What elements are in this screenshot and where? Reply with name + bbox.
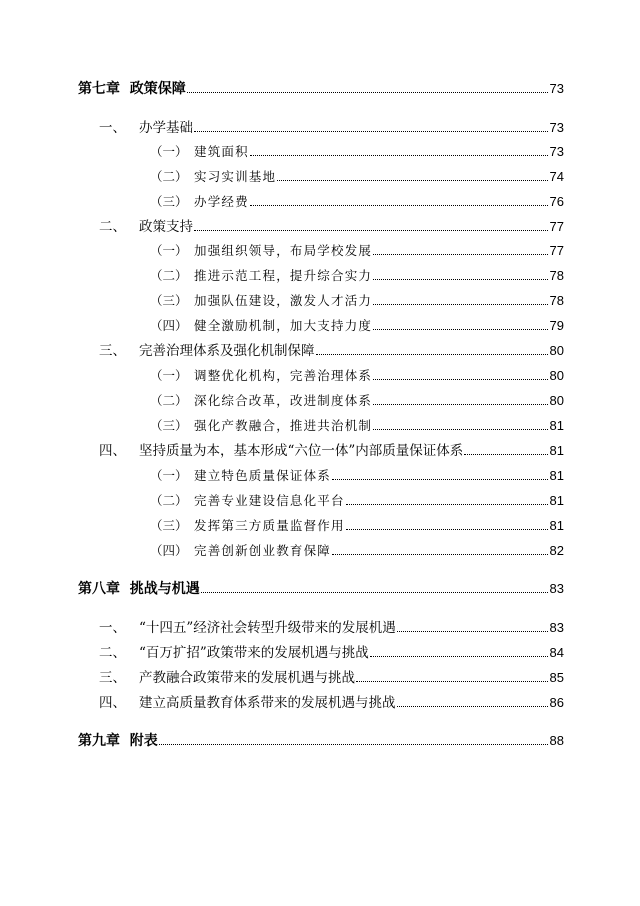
toc-subsection[interactable] [150, 143, 564, 161]
toc-num: 第七章 [78, 81, 120, 97]
toc-title: 挑战与机遇 [129, 581, 200, 597]
toc-num: （二） [150, 268, 188, 283]
toc-title: 坚持质量为本，基本形成“六位一体”内部质量保证体系 [139, 443, 464, 459]
toc-page-number: 80 [549, 393, 564, 408]
toc-num: 三、 [99, 670, 126, 686]
dot-leader [373, 429, 547, 430]
toc-page-number: 83 [549, 581, 564, 596]
toc-section[interactable] [99, 119, 564, 137]
toc-subsection[interactable] [150, 292, 564, 310]
toc-page-number: 82 [549, 543, 564, 558]
dot-leader [201, 592, 548, 593]
toc-page-number: 78 [549, 268, 564, 283]
toc-page-number: 73 [549, 81, 564, 96]
toc-title: 健全激励机制，加大支持力度 [194, 318, 373, 333]
toc-page-number: 74 [549, 169, 564, 184]
toc-num: 二、 [99, 645, 126, 661]
toc-title: 调整优化机构，完善治理体系 [194, 368, 373, 383]
toc-num: 第九章 [78, 733, 120, 749]
toc-title: 建筑面积 [194, 144, 249, 159]
toc-page-number: 73 [549, 120, 564, 135]
toc-title: 加强队伍建设，激发人才活力 [194, 293, 373, 308]
toc-title: 办学经费 [194, 194, 249, 209]
toc-subsection[interactable] [150, 193, 564, 211]
dot-leader [346, 529, 548, 530]
toc-subsection[interactable] [150, 267, 564, 285]
dot-leader [316, 354, 548, 355]
toc-subsection[interactable] [150, 517, 564, 535]
toc-title: “百万扩招”政策带来的发展机遇与挑战 [139, 645, 369, 661]
toc-page-number: 78 [549, 293, 564, 308]
toc-subsection[interactable] [150, 317, 564, 335]
toc-page-number: 83 [549, 620, 564, 635]
toc-title: 政策支持 [139, 219, 193, 235]
toc-num: 四、 [99, 443, 126, 459]
dot-leader [464, 454, 547, 455]
toc-num: （三） [150, 518, 188, 533]
dot-leader [397, 706, 548, 707]
dot-leader [373, 304, 547, 305]
toc-section[interactable] [99, 644, 564, 662]
toc-num: （三） [150, 293, 188, 308]
toc-num: 第八章 [78, 581, 120, 597]
toc-page-number: 80 [549, 368, 564, 383]
dot-leader [194, 230, 548, 231]
toc-page-number: 77 [549, 243, 564, 258]
toc-section[interactable] [99, 619, 564, 637]
toc-num: 一、 [99, 120, 126, 136]
toc-title: “十四五”经济社会转型升级带来的发展机遇 [139, 620, 396, 636]
toc-title: 强化产教融合，推进共治机制 [194, 418, 373, 433]
toc-section[interactable] [99, 669, 564, 687]
dot-leader [250, 205, 548, 206]
toc-page-number: 88 [549, 733, 564, 748]
toc-subsection[interactable] [150, 168, 564, 186]
toc-page-number: 84 [549, 645, 564, 660]
toc-subsection[interactable] [150, 417, 564, 435]
toc-title: 完善专业建设信息化平台 [194, 493, 345, 508]
toc-section[interactable] [99, 342, 564, 360]
toc-subsection[interactable] [150, 392, 564, 410]
toc-subsection[interactable] [150, 367, 564, 385]
toc-page-number: 81 [549, 518, 564, 533]
toc-title: 产教融合政策带来的发展机遇与挑战 [139, 670, 355, 686]
toc-chapter-8[interactable] [78, 580, 564, 598]
toc-subsection[interactable] [150, 492, 564, 510]
toc-chapter-9[interactable] [78, 732, 564, 750]
toc-title: 办学基础 [139, 120, 193, 136]
toc-title: 政策保障 [129, 81, 186, 97]
toc-subsection[interactable] [150, 542, 564, 560]
toc-num: 四、 [99, 695, 126, 711]
toc-title: 完善创新创业教育保障 [194, 543, 332, 558]
toc-page-number: 85 [549, 670, 564, 685]
dot-leader [370, 656, 548, 657]
toc-num: （一） [150, 468, 188, 483]
toc-page-number: 81 [549, 418, 564, 433]
toc-num: 二、 [99, 219, 126, 235]
dot-leader [397, 631, 548, 632]
toc-section[interactable] [99, 218, 564, 236]
toc-num: （二） [150, 493, 188, 508]
toc-section[interactable] [99, 442, 564, 460]
dot-leader [373, 404, 547, 405]
toc-title: 加强组织领导，布局学校发展 [194, 243, 373, 258]
toc-num: （四） [150, 318, 188, 333]
dot-leader [332, 554, 548, 555]
dot-leader [277, 180, 547, 181]
dot-leader [332, 479, 548, 480]
toc-title: 深化综合改革，改进制度体系 [194, 393, 373, 408]
toc-num: （三） [150, 194, 188, 209]
toc-page-number: 86 [549, 695, 564, 710]
toc-title: 建立高质量教育体系带来的发展机遇与挑战 [139, 695, 396, 711]
toc-chapter-7[interactable] [78, 80, 564, 98]
dot-leader [159, 744, 548, 745]
toc-page-number: 81 [549, 443, 564, 458]
toc-title: 实习实训基地 [194, 169, 277, 184]
toc-subsection[interactable] [150, 242, 564, 260]
toc-num: （一） [150, 368, 188, 383]
toc-num: （四） [150, 543, 188, 558]
dot-leader [373, 279, 547, 280]
toc-num: （二） [150, 393, 188, 408]
toc-num: （一） [150, 144, 188, 159]
dot-leader [373, 379, 547, 380]
toc-page-number: 79 [549, 318, 564, 333]
toc-title: 附表 [129, 733, 158, 749]
toc-page-number: 76 [549, 194, 564, 209]
dot-leader [346, 504, 548, 505]
dot-leader [373, 329, 547, 330]
toc-title: 推进示范工程，提升综合实力 [194, 268, 373, 283]
dot-leader [187, 92, 548, 93]
toc-num: （二） [150, 169, 188, 184]
toc-title: 完善治理体系及强化机制保障 [139, 343, 315, 359]
toc-page-number: 81 [549, 493, 564, 508]
toc-section[interactable] [99, 694, 564, 712]
toc-page-number: 77 [549, 219, 564, 234]
toc-num: （三） [150, 418, 188, 433]
toc-num: 一、 [99, 620, 126, 636]
toc-num: （一） [150, 243, 188, 258]
toc-page-number: 80 [549, 343, 564, 358]
toc-title: 发挥第三方质量监督作用 [194, 518, 345, 533]
toc-page-number: 73 [549, 144, 564, 159]
dot-leader [356, 681, 548, 682]
toc-title: 建立特色质量保证体系 [194, 468, 332, 483]
dot-leader [194, 131, 548, 132]
dot-leader [250, 155, 548, 156]
dot-leader [373, 254, 547, 255]
toc-subsection[interactable] [150, 467, 564, 485]
toc-page-number: 81 [549, 468, 564, 483]
toc-num: 三、 [99, 343, 126, 359]
